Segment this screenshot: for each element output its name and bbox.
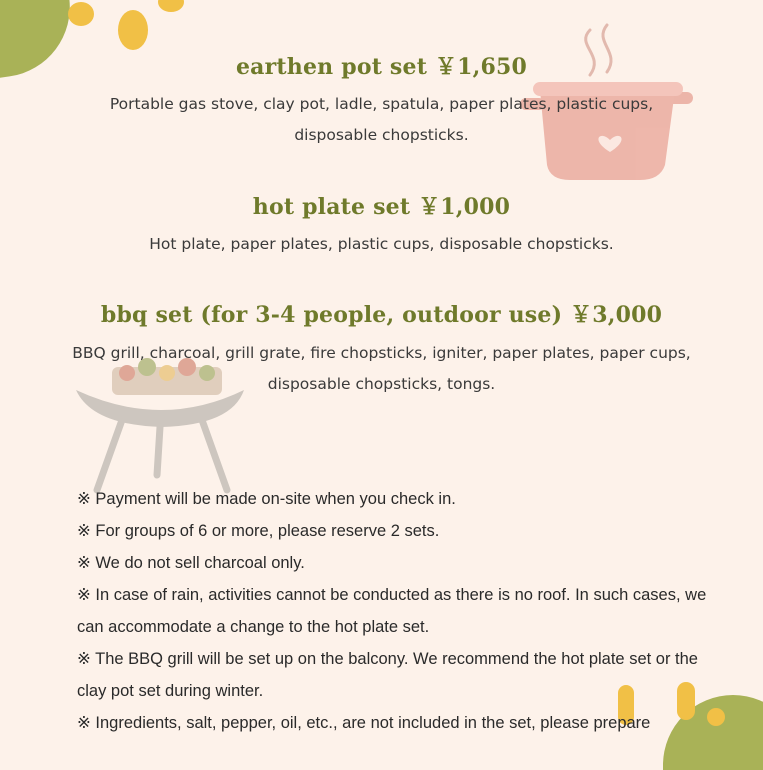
set-title-earthen-pot: earthen pot set ￥1,650 <box>235 54 528 80</box>
yellow-dot-decoration <box>68 2 94 26</box>
yellow-drop-decoration <box>118 10 148 50</box>
note-payment: ※ Payment will be made on-site when you check in. <box>77 490 456 508</box>
set-items-earthen-pot: Portable gas stove, clay pot, ladle, spatula, paper plates, plastic cups, disposable chopsticks. <box>109 95 654 144</box>
note-ingredients: ※ Ingredients, salt, pepper, oil, etc., are not included in the set, please prepare <box>77 714 651 732</box>
set-items-hot-plate: Hot plate, paper plates, plastic cups, disposable chopsticks. <box>149 235 614 253</box>
set-items-bbq: BBQ grill, charcoal, grill grate, fire chopsticks, igniter, paper plates, paper cups, disposable chopsticks, tongs. <box>72 344 691 393</box>
note-group-size: ※ For groups of 6 or more, please reserve 2 sets. <box>77 522 440 540</box>
yellow-drop-decoration <box>158 0 184 12</box>
note-rain: ※ In case of rain, activities cannot be conducted as there is no roof. In such cases, we can accommodate a change to the hot plate set. <box>77 586 707 636</box>
set-title-bbq: bbq set (for 3-4 people, outdoor use) ￥3,000 <box>100 302 663 328</box>
notes-list <box>77 483 717 739</box>
note-balcony: ※ The BBQ grill will be set up on the balcony. We recommend the hot plate set or the clay pot set during winter. <box>77 650 698 700</box>
note-charcoal: ※ We do not sell charcoal only. <box>77 554 305 572</box>
set-title-hot-plate: hot plate set ￥1,000 <box>252 194 511 220</box>
